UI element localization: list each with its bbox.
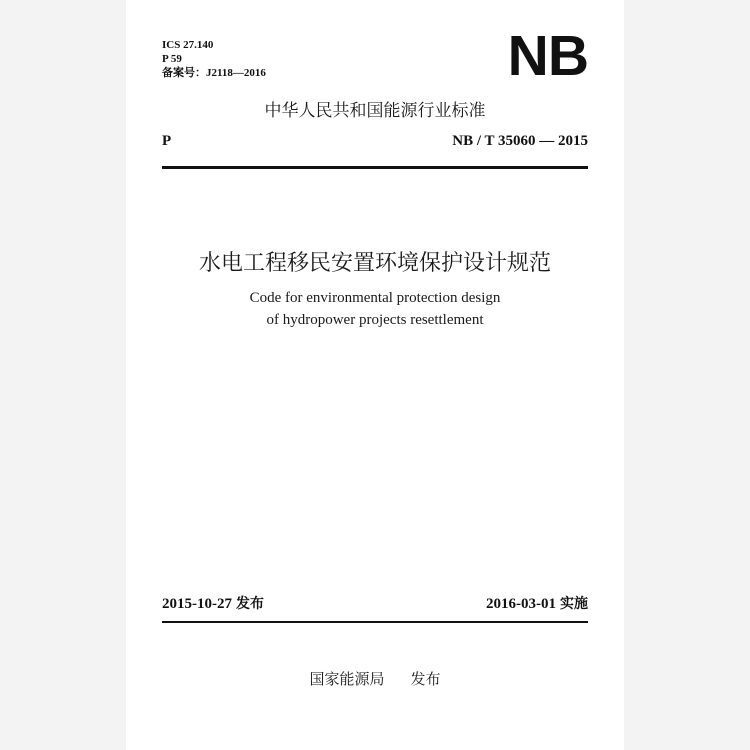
publisher-line <box>0 668 750 689</box>
issue-date: 2015-10-27 <box>162 596 232 612</box>
publisher-name: 国家能源局 <box>309 670 385 688</box>
issue-label: 发布 <box>236 596 264 612</box>
nb-logo: NB <box>507 24 588 88</box>
metadata-block <box>162 38 266 80</box>
record-number: 备案号：J2118—2016 <box>162 67 266 79</box>
bottom-divider <box>162 621 588 623</box>
class-code: P <box>162 133 172 149</box>
implement-date-block <box>486 593 588 613</box>
title-english-line-2: of hydropower projects resettlement <box>266 312 484 328</box>
implement-label: 实施 <box>560 596 588 612</box>
title-english-line-1: Code for environmental protection design <box>249 290 501 306</box>
implement-date: 2016-03-01 <box>486 596 556 612</box>
standard-number: NB / T 35060 — 2015 <box>452 133 588 149</box>
issue-date-block <box>162 593 264 613</box>
publisher-action: 发布 <box>410 670 441 688</box>
top-divider <box>162 166 588 169</box>
organization-title: 中华人民共和国能源行业标准 <box>264 101 486 121</box>
ics-code: ICS 27.140 <box>162 39 214 51</box>
title-chinese: 水电工程移民安置环境保护设计规范 <box>198 251 551 276</box>
classification-code: P 59 <box>162 53 182 65</box>
